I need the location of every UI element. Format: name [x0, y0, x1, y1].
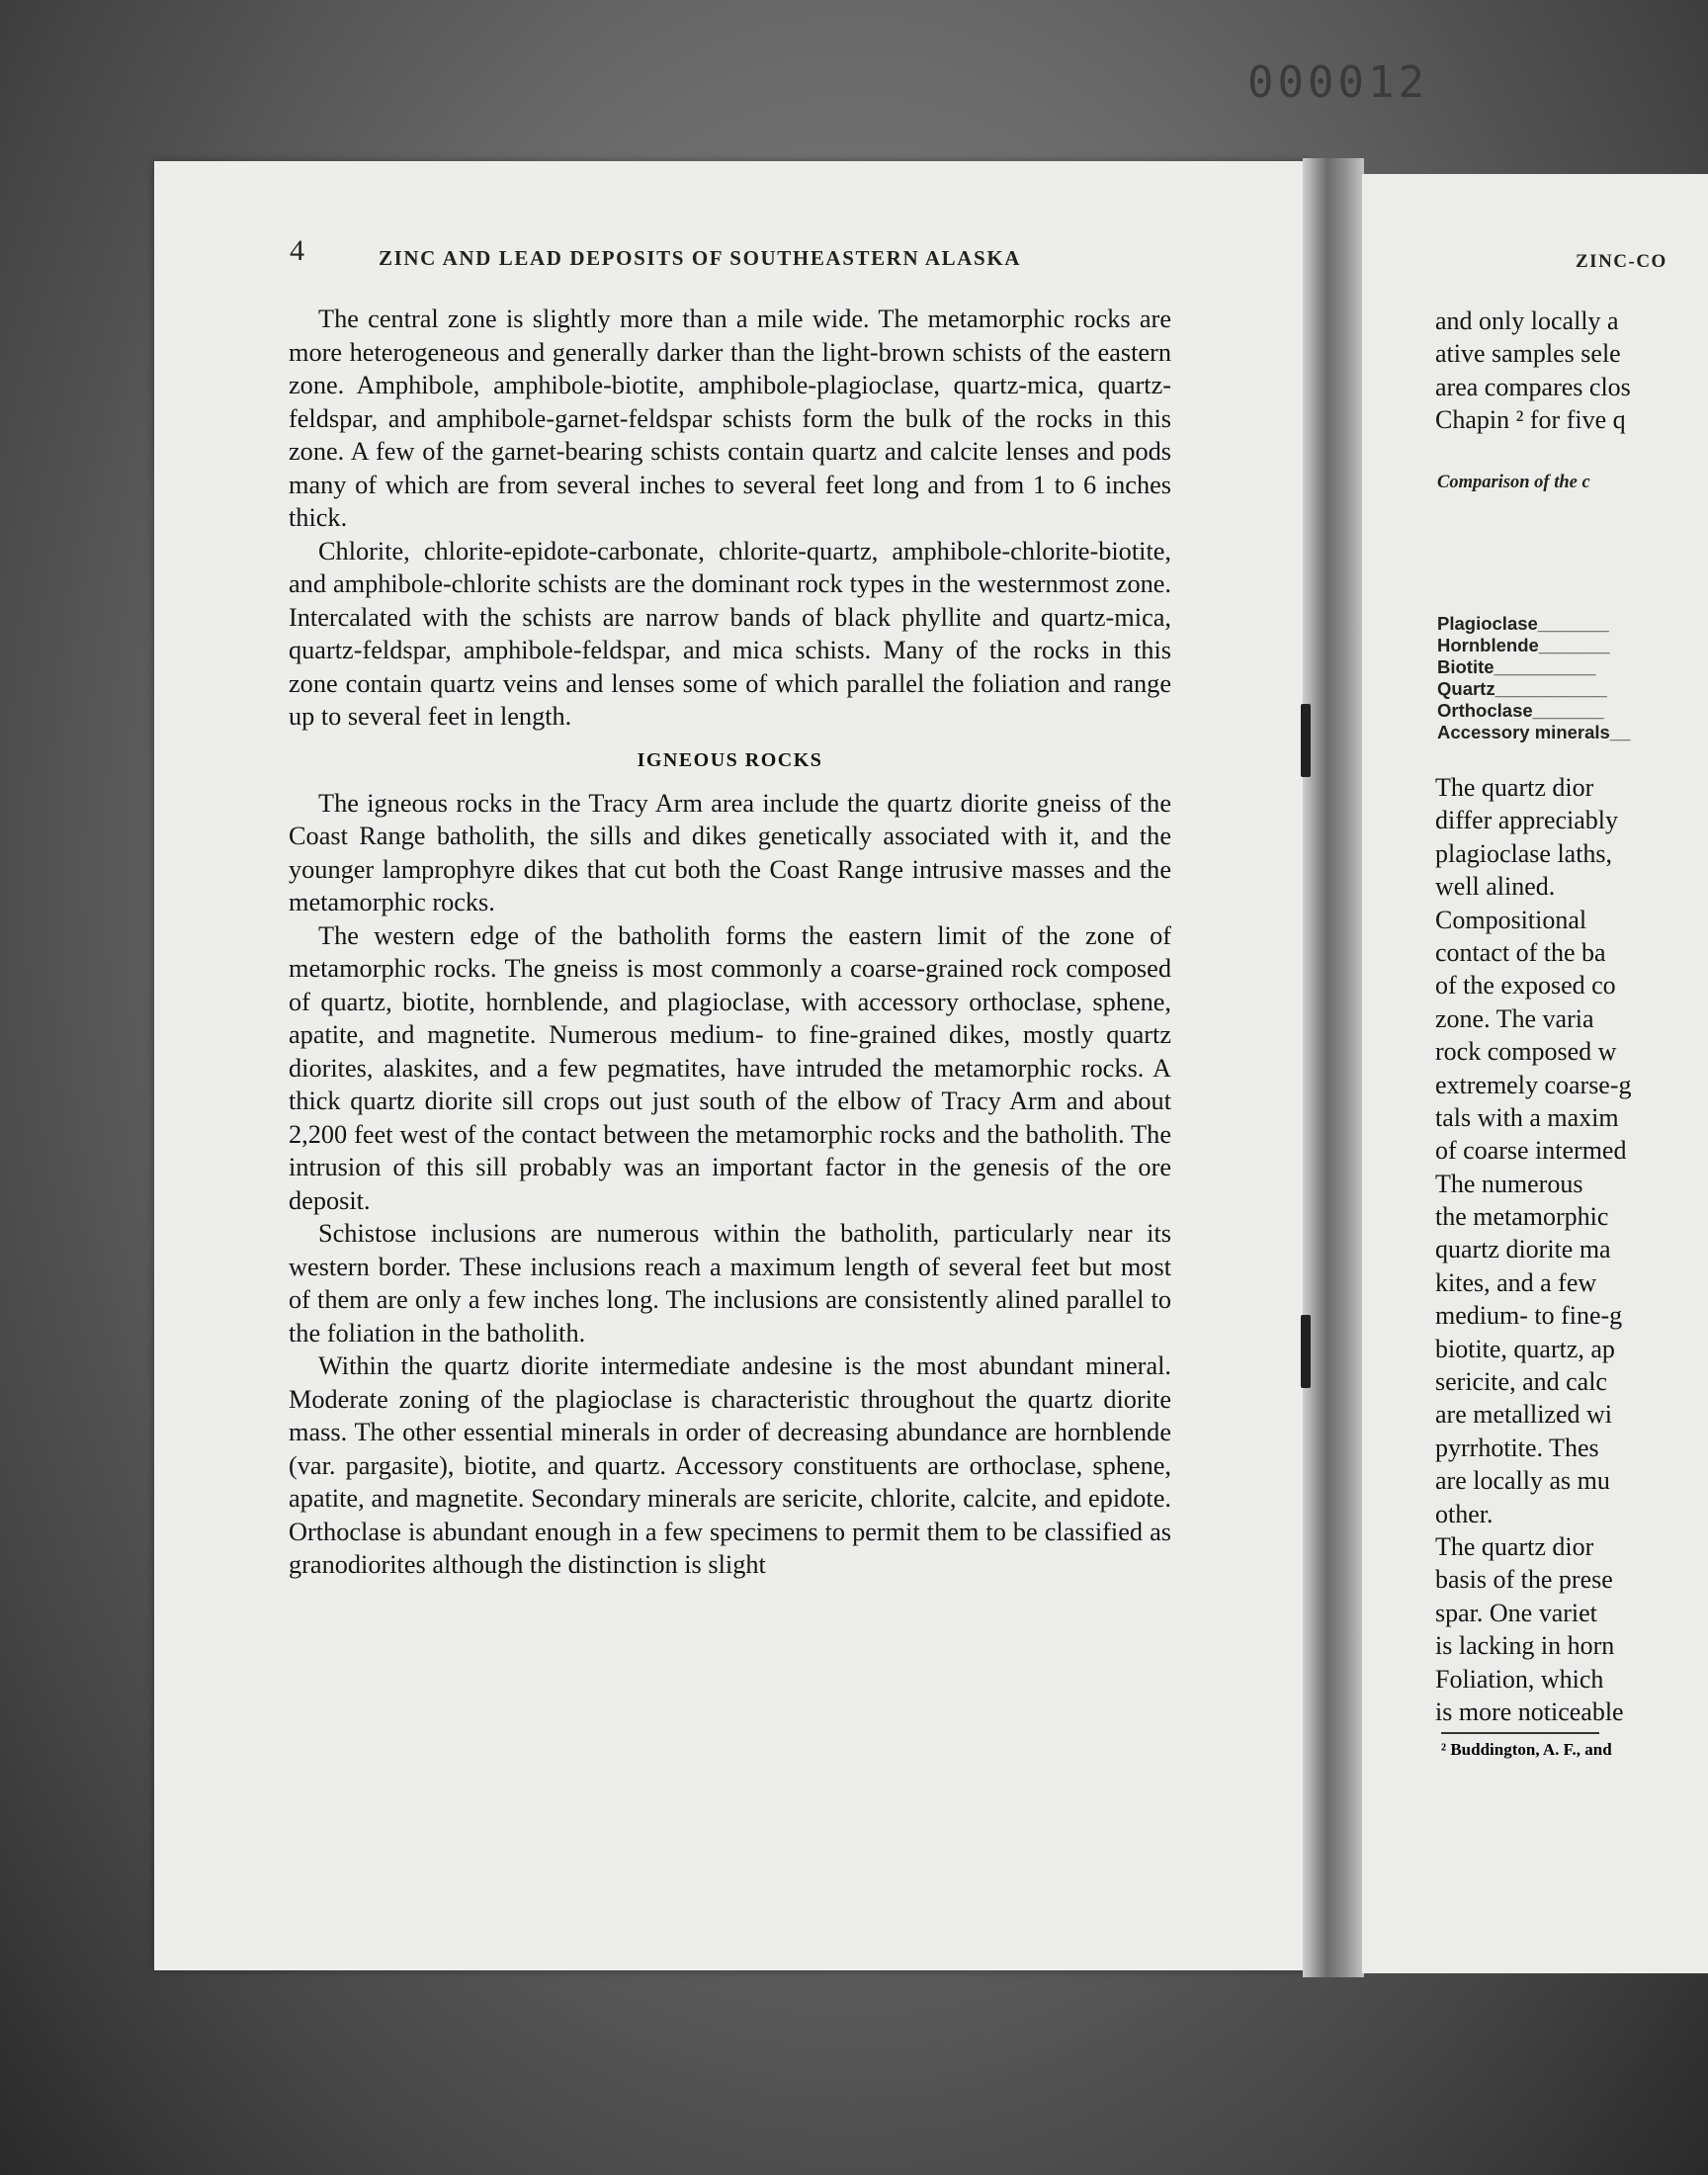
text-line: well alined. — [1435, 872, 1556, 902]
text-line: Chapin ² for five q — [1435, 404, 1626, 434]
footnote-rule — [1441, 1732, 1599, 1734]
text-line: of coarse intermed — [1435, 1136, 1627, 1166]
text-line: rock composed w — [1435, 1037, 1617, 1067]
text-line: is more noticeable — [1435, 1696, 1624, 1726]
paragraph: The igneous rocks in the Tracy Arm area include the quartz diorite gneiss of the Coast Range batholith, the sills and dikes genetically associated with it, and the younger lamprophyre dikes that cut both the Coast Range intrusive masses and the metamorphic rocks. — [289, 788, 1171, 916]
text-line: other. — [1435, 1499, 1494, 1528]
text-line: sericite, and calc — [1435, 1367, 1607, 1397]
text-line: ative samples sele — [1435, 339, 1621, 369]
table-row: Quartz___________ — [1437, 678, 1607, 699]
paragraph: Chlorite, chlorite-epidote-carbonate, chlorite-quartz, amphibole-chlorite-biotite, and amphibole-chlorite schists are the dominant rock types in the westernmost zone. Intercalated with the schists are narrow bands of black phyllite and quartz-mica, quartz-feldspar, amphibole-feldspar, and mica schists. Many of the rocks in this zone contain quartz veins and lenses some of which parallel the foliation and range up to several feet in length. — [289, 536, 1171, 731]
text-line: quartz diorite ma — [1435, 1235, 1611, 1264]
right-running-header: ZINC-CO — [1576, 251, 1667, 272]
mineral-table — [1437, 613, 1630, 743]
text-line: Foliation, which — [1435, 1664, 1604, 1694]
text-line: tals with a maxim — [1435, 1102, 1619, 1132]
page-number: 4 — [290, 234, 305, 267]
table-row: Plagioclase_______ — [1437, 613, 1609, 634]
text-line: medium- to fine-g — [1435, 1301, 1623, 1331]
table-row: Orthoclase_______ — [1437, 700, 1604, 721]
text-line: kites, and a few — [1435, 1267, 1597, 1297]
right-text-bottom — [1435, 771, 1708, 1728]
main-text — [289, 303, 1171, 1582]
text-line: Compositional — [1435, 905, 1587, 934]
text-line: are metallized wi — [1435, 1400, 1613, 1430]
paragraph: The central zone is slightly more than a mile wide. The metamorphic rocks are more heterogeneous and generally darker than the light-brown schists of the eastern zone. Amphibole, amphibole-biotite, amphibole-plagioclase, quartz-mica, quartz-feldspar, and amphibole-garnet-feldspar schists form the bulk of the rocks in this zone. A few of the garnet-bearing schists contain quartz and calcite lenses and pods many of which are from several inches to several feet long and from 1 to 6 inches thick. — [289, 304, 1171, 532]
page-stamp: 000012 — [1247, 57, 1428, 108]
text-line: is lacking in horn — [1435, 1631, 1615, 1661]
text-line: contact of the ba — [1435, 937, 1606, 967]
paragraph: The western edge of the batholith forms the eastern limit of the zone of metamorphic rocks. The gneiss is most commonly a coarse-grained rock composed of quartz, biotite, hornblende, and plagioclase, with accessory orthoclase, sphene, apatite, and magnetite. Numerous medium- to fine-grained dikes, mostly quartz diorites, alaskites, and a few pegmatites, have intruded the metamorphic rocks. A thick quartz diorite sill crops out just south of the elbow of Tracy Arm and about 2,200 feet west of the contact between the metamorphic rocks and the batholith. The intrusion of this sill probably was an important factor in the genesis of the ore deposit. — [289, 920, 1171, 1215]
section-heading: IGNEOUS ROCKS — [637, 748, 823, 771]
book-gutter — [1303, 158, 1364, 1977]
text-line: pyrrhotite. Thes — [1435, 1433, 1599, 1462]
text-line: of the exposed co — [1435, 971, 1616, 1000]
text-line: area compares clos — [1435, 372, 1631, 401]
text-line: The quartz dior — [1435, 1531, 1594, 1561]
paragraph: Schistose inclusions are numerous within the batholith, particularly near its western border. These inclusions reach a maximum length of several feet but most of them are only a few inches long. The inclusions are consistently alined parallel to the foliation in the batholith. — [289, 1219, 1171, 1348]
text-line: basis of the prese — [1435, 1565, 1613, 1595]
text-line: plagioclase laths, — [1435, 838, 1613, 868]
paragraph: Within the quartz diorite intermediate andesine is the most abundant mineral. Moderate zoning of the plagioclase is characteristic throughout the quartz diorite mass. The other essential minerals in order of decreasing abundance are hornblende (var. pargasite), biotite, and quartz. Accessory constituents are orthoclase, sphene, apatite, and magnetite. Secondary minerals are sericite, chlorite, calcite, and epidote. Orthoclase is abundant enough in a few specimens to permit them to be classified as granodiorites although the distinction is slight — [289, 1351, 1171, 1579]
binding-clip — [1301, 1315, 1311, 1388]
right-page — [1362, 174, 1708, 1973]
text-line: The quartz dior — [1435, 773, 1594, 802]
text-line: differ appreciably — [1435, 806, 1619, 835]
running-header — [290, 234, 1179, 280]
table-row: Biotite__________ — [1437, 656, 1596, 677]
text-line: The numerous — [1435, 1169, 1583, 1198]
text-line: biotite, quartz, ap — [1435, 1334, 1615, 1363]
table-row: Accessory minerals__ — [1437, 722, 1631, 742]
text-line: extremely coarse-g — [1435, 1070, 1632, 1099]
running-title: ZINC AND LEAD DEPOSITS OF SOUTHEASTERN ALASKA — [379, 246, 1022, 270]
binding-clip — [1301, 704, 1311, 777]
text-line: are locally as mu — [1435, 1466, 1610, 1496]
table-row: Hornblende_______ — [1437, 635, 1610, 655]
table-caption: Comparison of the c — [1437, 473, 1590, 492]
text-line: zone. The varia — [1435, 1003, 1594, 1033]
text-line: the metamorphic — [1435, 1202, 1609, 1232]
text-line: and only locally a — [1435, 306, 1619, 335]
text-line: spar. One variet — [1435, 1598, 1597, 1627]
footnote: ² Buddington, A. F., and — [1441, 1740, 1612, 1759]
right-text-top — [1435, 304, 1708, 436]
